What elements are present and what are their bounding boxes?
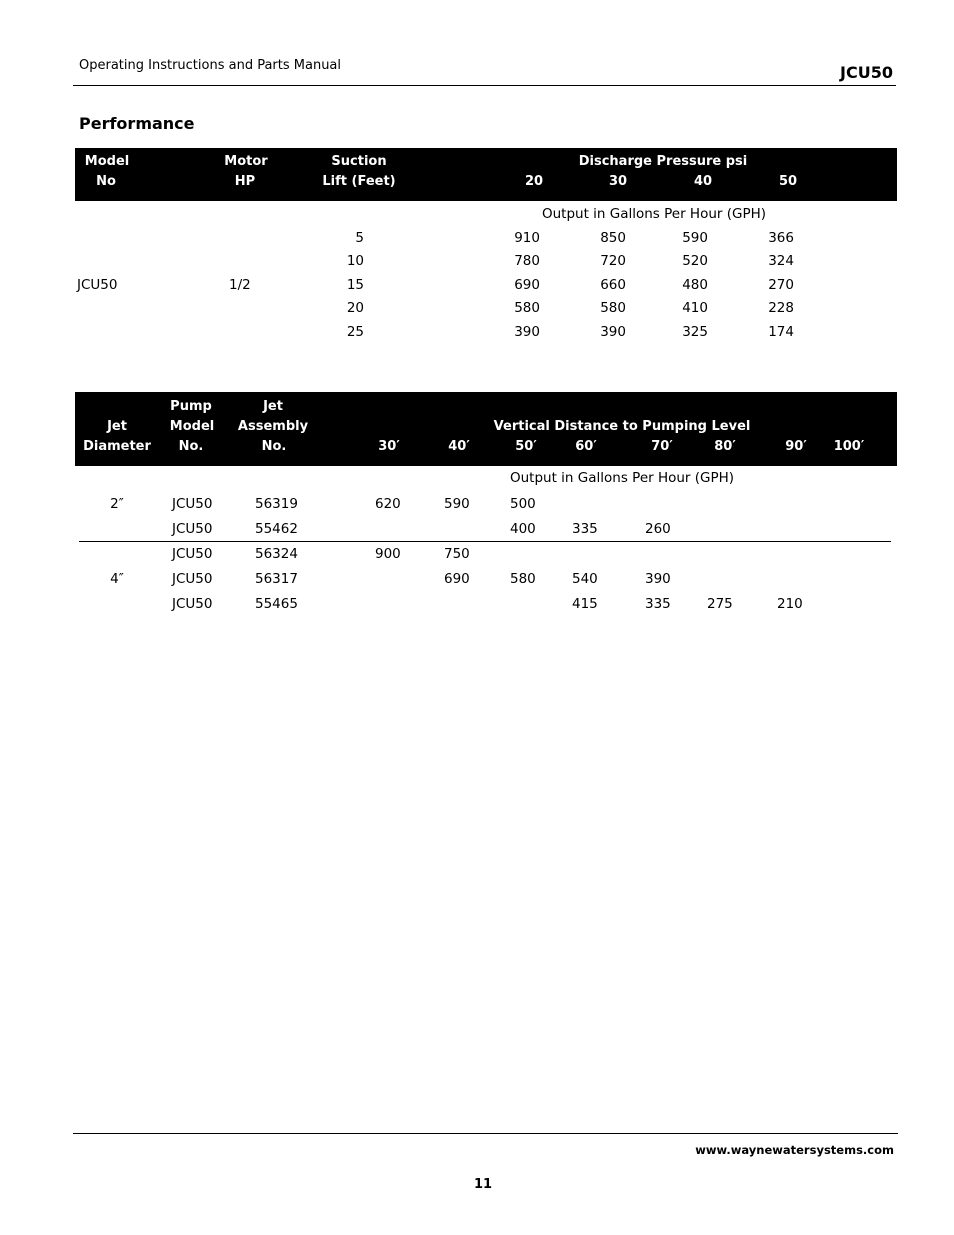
value-cell: 540 xyxy=(572,571,598,587)
lift-cell: 10 xyxy=(346,253,364,269)
value-cell: 690 xyxy=(444,571,470,587)
group-divider xyxy=(79,541,891,542)
value-cell: 500 xyxy=(510,496,536,512)
header-discharge-pressure: Discharge Pressure psi xyxy=(578,154,748,169)
value-cell: 228 xyxy=(768,300,794,316)
assembly-cell: 56319 xyxy=(255,496,298,512)
header-dist-70: 70′ xyxy=(651,439,673,454)
pump-model-cell: JCU50 xyxy=(172,521,213,537)
value-cell: 415 xyxy=(572,596,598,612)
header-motor: Motor xyxy=(224,154,268,169)
value-cell: 260 xyxy=(645,521,671,537)
value-cell: 720 xyxy=(600,253,626,269)
lift-cell: 25 xyxy=(346,324,364,340)
value-cell: 580 xyxy=(600,300,626,316)
value-cell: 590 xyxy=(444,496,470,512)
header-lift-feet: Lift (Feet) xyxy=(322,174,396,189)
value-cell: 325 xyxy=(682,324,708,340)
jet-table-header xyxy=(75,392,897,466)
value-cell: 390 xyxy=(514,324,540,340)
value-cell: 850 xyxy=(600,230,626,246)
assembly-cell: 55462 xyxy=(255,521,298,537)
header-dist-50: 50′ xyxy=(515,439,537,454)
header-no: No. xyxy=(178,439,204,454)
pump-model-cell: JCU50 xyxy=(172,571,213,587)
jet-diameter-cell: 4″ xyxy=(110,571,124,587)
header-jet-assembly-1: Jet xyxy=(263,399,283,414)
jet-diameter-cell: 2″ xyxy=(110,496,124,512)
subheader-rule xyxy=(528,199,796,201)
website-link[interactable]: www.waynewatersystems.com xyxy=(695,1143,894,1157)
document-title: Operating Instructions and Parts Manual xyxy=(79,58,342,73)
header-psi-20: 20 xyxy=(524,174,544,189)
model-cell: JCU50 xyxy=(77,277,118,293)
header-assembly: Assembly xyxy=(237,419,309,434)
value-cell: 390 xyxy=(600,324,626,340)
value-cell: 480 xyxy=(682,277,708,293)
header-dist-40: 40′ xyxy=(448,439,470,454)
performance-table-header xyxy=(75,148,897,201)
assembly-cell: 55465 xyxy=(255,596,298,612)
value-cell: 780 xyxy=(514,253,540,269)
assembly-cell: 56317 xyxy=(255,571,298,587)
value-cell: 390 xyxy=(645,571,671,587)
value-cell: 410 xyxy=(682,300,708,316)
header-dist-30: 30′ xyxy=(378,439,400,454)
value-cell: 275 xyxy=(707,596,733,612)
header-suction: Suction xyxy=(331,154,387,169)
header-pump: Pump xyxy=(170,399,212,414)
value-cell: 270 xyxy=(768,277,794,293)
pump-model-cell: JCU50 xyxy=(172,596,213,612)
value-cell: 690 xyxy=(514,277,540,293)
header-diameter: Diameter xyxy=(83,439,151,454)
value-cell: 590 xyxy=(682,230,708,246)
header-dist-60: 60′ xyxy=(575,439,597,454)
value-cell: 335 xyxy=(645,596,671,612)
lift-cell: 20 xyxy=(346,300,364,316)
section-title: Performance xyxy=(79,114,195,133)
pump-model-cell: JCU50 xyxy=(172,496,213,512)
value-cell: 366 xyxy=(768,230,794,246)
header-psi-30: 30 xyxy=(608,174,628,189)
value-cell: 174 xyxy=(768,324,794,340)
header-no: No xyxy=(96,174,116,189)
value-cell: 580 xyxy=(514,300,540,316)
value-cell: 210 xyxy=(777,596,803,612)
page-number: 11 xyxy=(473,1177,493,1192)
header-hp: HP xyxy=(234,174,256,189)
value-cell: 520 xyxy=(682,253,708,269)
value-cell: 620 xyxy=(375,496,401,512)
hp-cell: 1/2 xyxy=(229,277,251,293)
value-cell: 400 xyxy=(510,521,536,537)
header-dist-90: 90′ xyxy=(785,439,807,454)
output-gph-subheader: Output in Gallons Per Hour (GPH) xyxy=(541,206,767,222)
header-model: Model xyxy=(84,154,130,169)
value-cell: 580 xyxy=(510,571,536,587)
value-cell: 900 xyxy=(375,546,401,562)
lift-cell: 5 xyxy=(355,230,364,246)
value-cell: 324 xyxy=(768,253,794,269)
value-cell: 910 xyxy=(514,230,540,246)
pump-model-cell: JCU50 xyxy=(172,546,213,562)
header-psi-40: 40 xyxy=(693,174,713,189)
output-gph-subheader-2: Output in Gallons Per Hour (GPH) xyxy=(510,470,735,486)
header-dist-80: 80′ xyxy=(714,439,736,454)
header-jet: Jet xyxy=(107,419,127,434)
header-vertical-distance: Vertical Distance to Pumping Level xyxy=(493,419,751,434)
header-rule xyxy=(73,85,896,86)
assembly-cell: 56324 xyxy=(255,546,298,562)
lift-cell: 15 xyxy=(346,277,364,293)
value-cell: 335 xyxy=(572,521,598,537)
value-cell: 660 xyxy=(600,277,626,293)
model-label: JCU50 xyxy=(840,63,893,82)
value-cell: 750 xyxy=(444,546,470,562)
footer-rule xyxy=(73,1133,898,1134)
header-assembly-no: No. xyxy=(261,439,287,454)
header-dist-100: 100′ xyxy=(833,439,865,454)
header-psi-50: 50 xyxy=(778,174,798,189)
header-model: Model xyxy=(169,419,215,434)
